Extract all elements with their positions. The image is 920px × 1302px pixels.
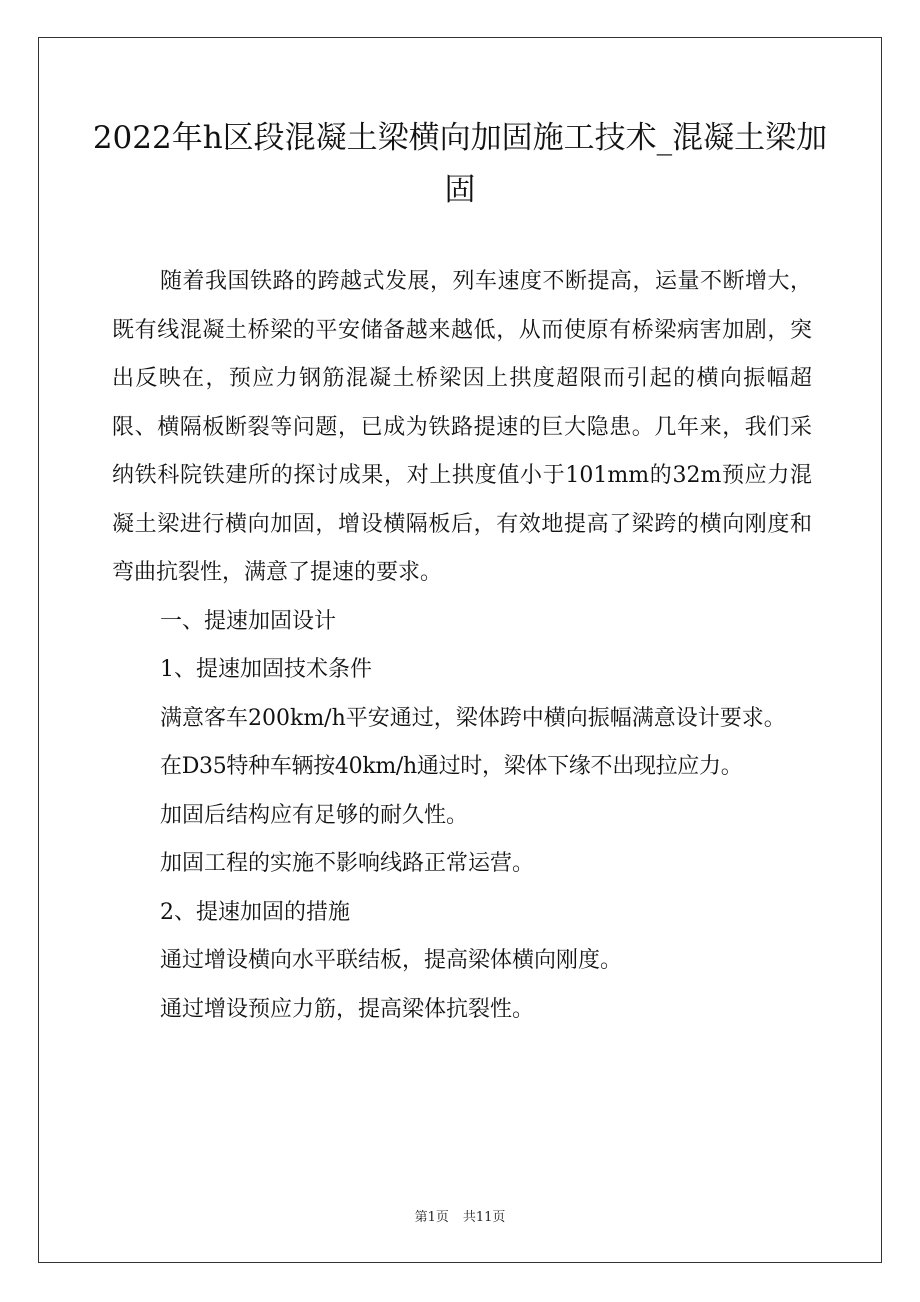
page-footer bbox=[0, 1206, 920, 1225]
subsection-heading-conditions: 1、提速加固技术条件 bbox=[160, 657, 372, 682]
document-title: 2022年h区段混凝土梁横向加固施工技术_混凝土梁加固 bbox=[92, 120, 828, 208]
document-body bbox=[112, 258, 812, 1034]
paragraph-measure-plate: 通过增设横向水平联结板，提高梁体横向刚度。 bbox=[160, 948, 623, 973]
paragraph-condition-operation: 加固工程的实施不影响线路正常运营。 bbox=[160, 851, 535, 876]
paragraph-condition-speed: 满意客车200km/h平安通过，梁体跨中横向振幅满意设计要求。 bbox=[160, 705, 786, 731]
page-total: 共11页 bbox=[462, 1210, 506, 1225]
page-number: 第1页 bbox=[414, 1210, 449, 1225]
subsection-heading-measures: 2、提速加固的措施 bbox=[160, 899, 350, 925]
section-heading-design: 一、提速加固设计 bbox=[160, 608, 337, 634]
paragraph-intro: 随着我国铁路的跨越式发展，列车速度不断提高，运量不断增大，既有线混凝土桥梁的平安储备越来越低，从而使原有桥梁病害加剧，突出反映在，预应力钢筋混凝土桥梁因上拱度超限而引起的横向振幅超限、横隔板断裂等问题，已成为铁路提速的巨大隐患。几年来，我们采纳铁科院铁建所的探讨成果，对上拱度值小于101mm的32m预应力混凝土梁进行横向加固，增设横隔板后，有效地提高了梁跨的横向刚度和弯曲抗裂性，满意了提速的要求。 bbox=[112, 269, 812, 585]
paragraph-measure-tendon: 通过增设预应力筋，提高梁体抗裂性。 bbox=[160, 996, 535, 1022]
paragraph-condition-d35: 在D35特种车辆按40km/h通过时，梁体下缘不出现拉应力。 bbox=[160, 754, 743, 779]
paragraph-condition-durability: 加固后结构应有足够的耐久性。 bbox=[160, 802, 469, 828]
